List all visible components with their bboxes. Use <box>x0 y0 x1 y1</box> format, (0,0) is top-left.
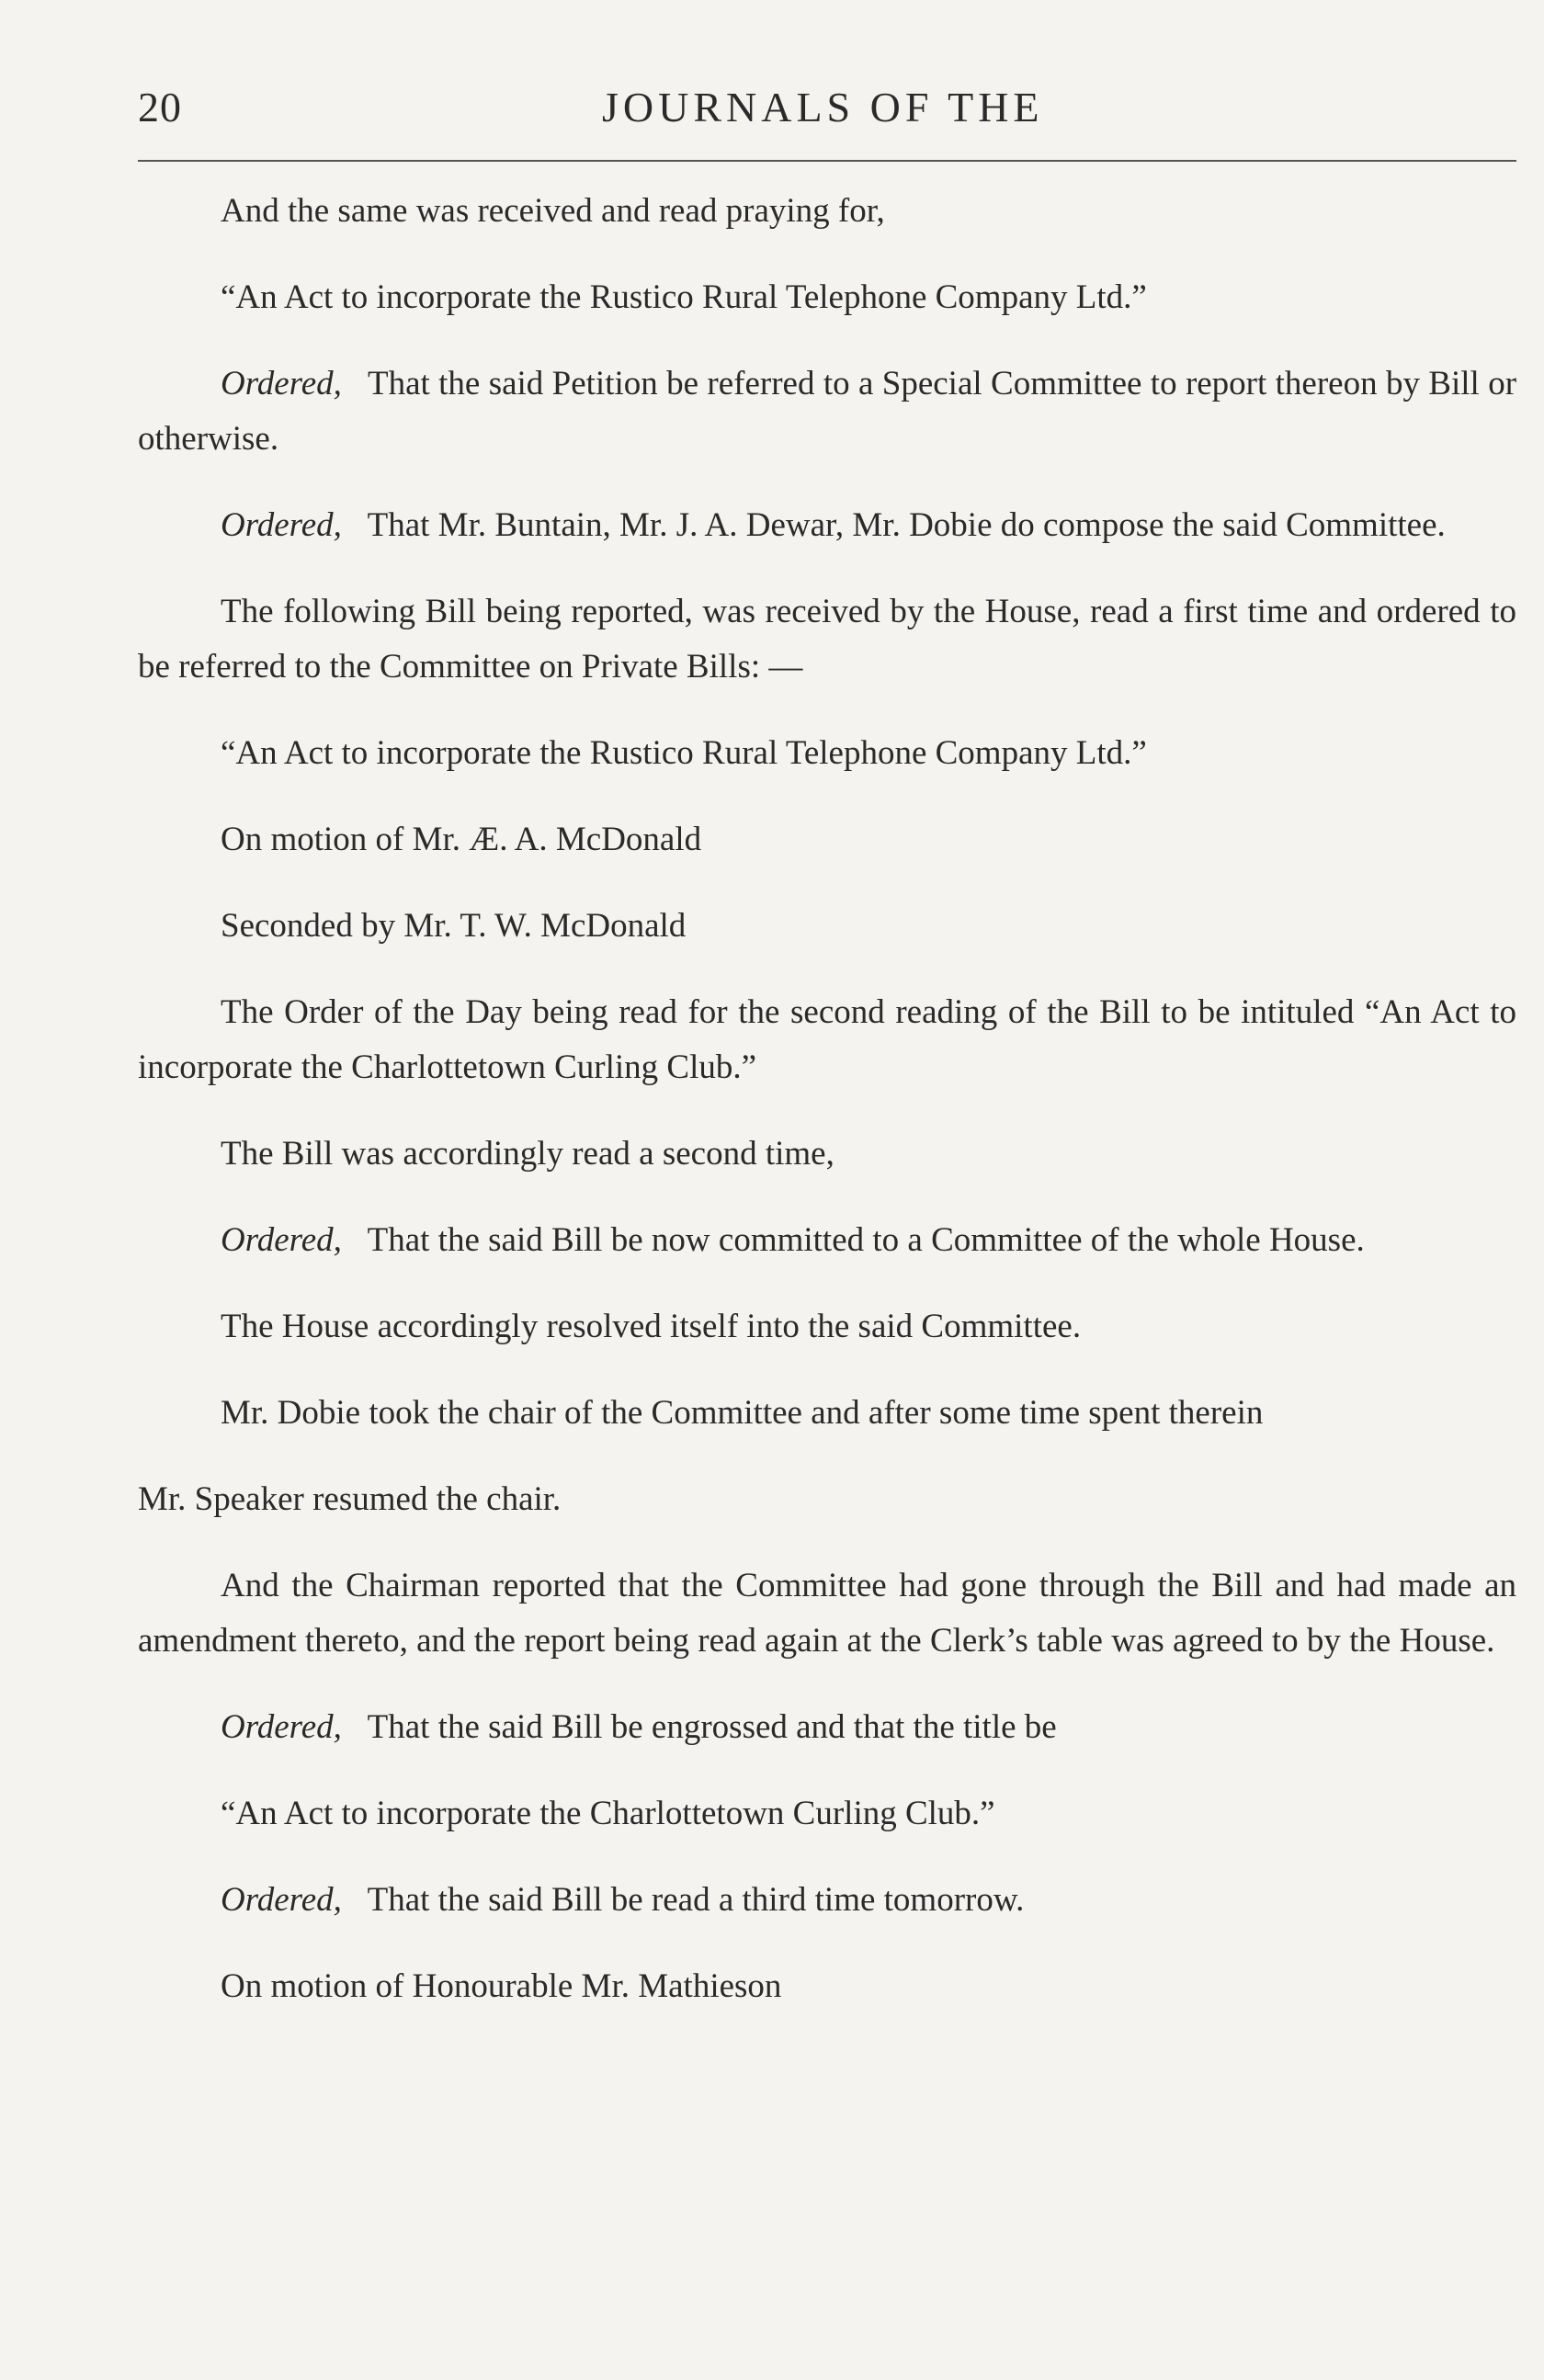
paragraph: The House accordingly resolved itself into the said Committee. <box>221 1308 1082 1345</box>
paragraph: The Bill was accordingly read a second time, <box>221 1135 834 1173</box>
page-header <box>138 83 1516 147</box>
running-title: JOURNALS OF THE <box>602 84 1044 130</box>
ordered-lead: Ordered, <box>221 1881 342 1919</box>
ordered-lead: Ordered, <box>221 1708 342 1746</box>
paragraph: And the Chairman reported that the Committee had gone through the Bill and had made an amendment thereto, and the report being read again at the Clerk’s table was agreed to by the House. <box>138 1567 1516 1660</box>
paragraph: And the same was received and read praying for, <box>221 192 885 230</box>
paragraph: Ordered, That Mr. Buntain, Mr. J. A. Dewar, Mr. Dobie do compose the said Committee. <box>221 506 1446 544</box>
paragraph: The Order of the Day being read for the second reading of the Bill to be intituled “An Act to incorporate the Charlottetown Curling Club.” <box>138 993 1516 1086</box>
journal-body <box>138 184 1516 2014</box>
ordered-lead: Ordered, <box>221 506 342 544</box>
paragraph: Ordered, That the said Bill be read a third time tomorrow. <box>221 1881 1025 1919</box>
paragraph: Mr. Speaker resumed the chair. <box>138 1480 562 1518</box>
ordered-lead: Ordered, <box>221 365 342 402</box>
paragraph: “An Act to incorporate the Rustico Rural Telephone Company Ltd.” <box>221 278 1147 316</box>
page-number: 20 <box>138 84 182 130</box>
paragraph: Ordered, That the said Petition be referred to a Special Committee to report thereon by Bill or otherwise. <box>138 365 1517 458</box>
header-rule <box>138 160 1516 162</box>
paragraph: The following Bill being reported, was received by the House, read a first time and ordered to be referred to the Committee on Private Bills: — <box>138 593 1516 686</box>
paragraph: Ordered, That the said Bill be now committed to a Committee of the whole House. <box>221 1221 1365 1259</box>
paragraph: Seconded by Mr. T. W. McDonald <box>221 907 687 945</box>
paragraph: “An Act to incorporate the Rustico Rural Telephone Company Ltd.” <box>221 734 1147 772</box>
paragraph: Mr. Dobie took the chair of the Committee and after some time spent therein <box>221 1394 1264 1432</box>
ordered-lead: Ordered, <box>221 1221 342 1259</box>
paragraph: Ordered, That the said Bill be engrossed and that the title be <box>221 1708 1057 1746</box>
paragraph: “An Act to incorporate the Charlottetown Curling Club.” <box>221 1795 995 1832</box>
paragraph: On motion of Mr. Æ. A. McDonald <box>221 821 702 858</box>
paragraph: On motion of Honourable Mr. Mathieson <box>221 1967 782 2005</box>
